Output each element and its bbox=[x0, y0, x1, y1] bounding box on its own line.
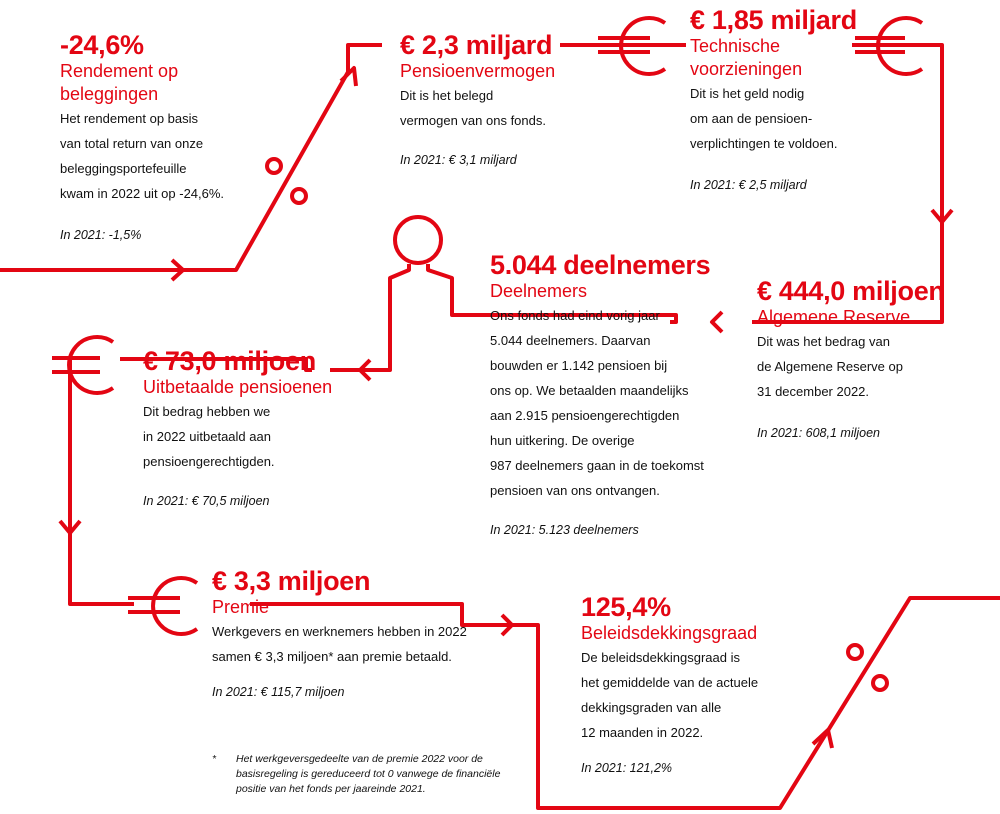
title-deelnemers: Deelnemers bbox=[490, 281, 588, 301]
title-dekkingsgraad: Beleidsdekkingsgraad bbox=[581, 623, 758, 643]
title-algemene-reserve: Algemene Reserve bbox=[757, 307, 911, 327]
previous-uitbetaalde: In 2021: € 70,5 miljoen bbox=[143, 494, 270, 508]
value-rendement: -24,6% bbox=[60, 30, 144, 60]
footnote-text: Het werkgeversgedeelte van de premie 2022 voor de basisregeling is gereduceerd tot 0 vanwege de financiële positie van het fonds per jaareinde 2021. bbox=[236, 753, 501, 795]
euro-icon bbox=[128, 578, 197, 634]
description-deelnemers: Ons fonds had eind vorig jaar 5.044 deelnemers. Daarvan bouwden er 1.142 pensioen bij ons op. We betaalden maandelijks aan 2.915 pensioengerechtigden hun uitkering. De overige 987 deelnemers gaan in de toekomst pensioen van ons ontvangen. bbox=[490, 308, 704, 498]
value-deelnemers: 5.044 deelnemers bbox=[490, 250, 711, 280]
value-technische: € 1,85 miljard bbox=[690, 5, 857, 35]
block-deelnemers bbox=[490, 250, 730, 537]
previous-deelnemers: In 2021: 5.123 deelnemers bbox=[490, 523, 639, 537]
block-dekkingsgraad bbox=[581, 592, 811, 775]
title-uitbetaalde: Uitbetaalde pensioenen bbox=[143, 377, 333, 397]
value-pensioenvermogen: € 2,3 miljard bbox=[400, 30, 553, 60]
description-uitbetaalde: Dit bedrag hebben we in 2022 uitbetaald aan pensioengerechtigden. bbox=[143, 404, 275, 469]
block-pensioenvermogen bbox=[400, 30, 590, 167]
block-premie bbox=[212, 566, 502, 699]
description-rendement: Het rendement op basis van total return van onze beleggingsportefeuille kwam in 2022 uit op -24,6%. bbox=[60, 111, 225, 201]
previous-premie: In 2021: € 115,7 miljoen bbox=[212, 685, 345, 699]
block-rendement bbox=[60, 30, 260, 242]
title-rendement-line2: beleggingen bbox=[60, 84, 159, 104]
title-technische-line1: Technische bbox=[690, 36, 781, 56]
value-premie: € 3,3 miljoen bbox=[212, 566, 371, 596]
footnote bbox=[212, 752, 502, 797]
description-premie: Werkgevers en werknemers hebben in 2022 samen € 3,3 miljoen* aan premie betaald. bbox=[212, 624, 467, 664]
block-uitbetaalde bbox=[143, 346, 353, 508]
description-pensioenvermogen: Dit is het belegd vermogen van ons fonds. bbox=[400, 88, 546, 128]
previous-pensioenvermogen: In 2021: € 3,1 miljard bbox=[400, 153, 517, 167]
description-algemene-reserve: Dit was het bedrag van de Algemene Reserve op 31 december 2022. bbox=[757, 334, 903, 399]
title-technische-line2: voorzieningen bbox=[690, 59, 803, 79]
description-dekkingsgraad: De beleidsdekkingsgraad is het gemiddelde van de actuele dekkingsgraden van alle 12 maanden in 2022. bbox=[581, 650, 759, 740]
previous-dekkingsgraad: In 2021: 121,2% bbox=[581, 761, 673, 775]
euro-icon bbox=[52, 337, 113, 393]
title-rendement-line1: Rendement op bbox=[60, 61, 179, 81]
title-pensioenvermogen: Pensioenvermogen bbox=[400, 61, 556, 81]
footnote-marker: * bbox=[212, 753, 217, 765]
value-algemene-reserve: € 444,0 miljoen bbox=[757, 276, 945, 306]
block-algemene-reserve bbox=[757, 276, 967, 440]
title-premie: Premie bbox=[212, 597, 270, 617]
value-uitbetaalde: € 73,0 miljoen bbox=[143, 346, 316, 376]
value-dekkingsgraad: 125,4% bbox=[581, 592, 671, 622]
person-icon bbox=[395, 217, 441, 263]
previous-rendement: In 2021: -1,5% bbox=[60, 228, 142, 242]
block-technische bbox=[690, 5, 890, 192]
description-technische: Dit is het geld nodig om aan de pensioen- verplichtingen te voldoen. bbox=[690, 86, 838, 151]
previous-algemene-reserve: In 2021: 608,1 miljoen bbox=[757, 426, 881, 440]
previous-technische: In 2021: € 2,5 miljard bbox=[690, 178, 807, 192]
